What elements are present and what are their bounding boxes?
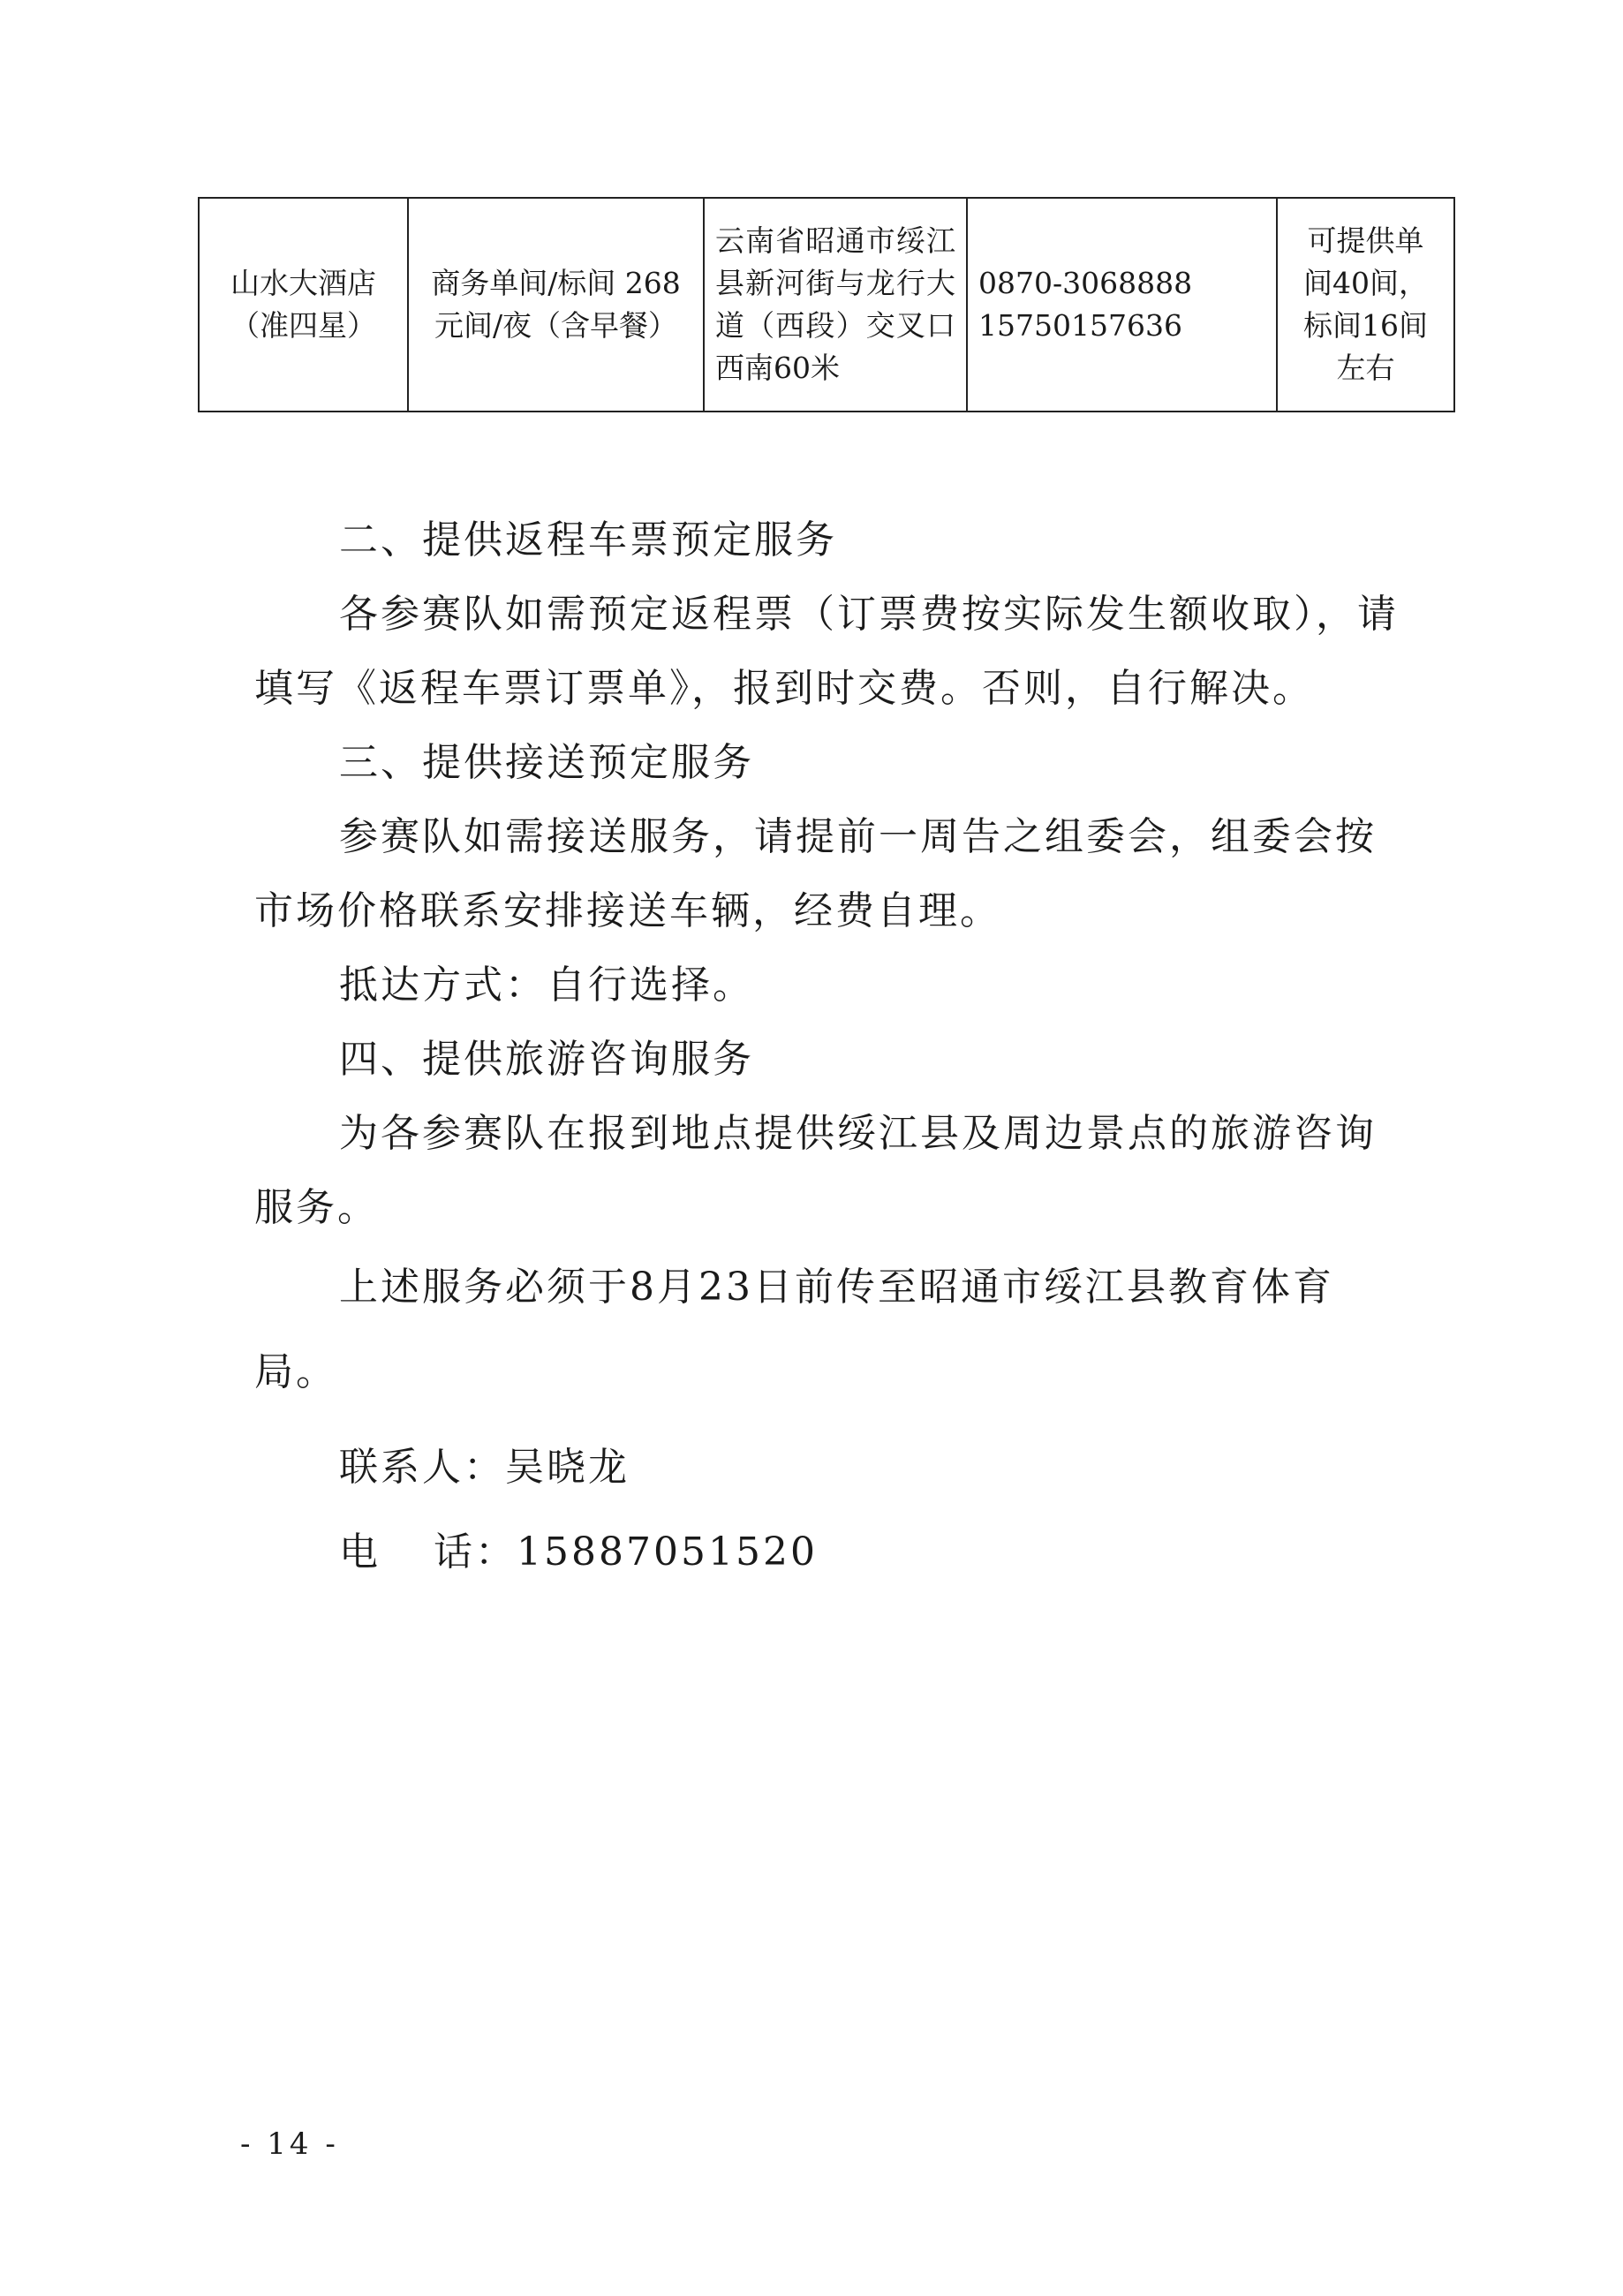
hotel-price: 商务单间/标间 268元间/夜（含早餐） bbox=[431, 266, 681, 343]
section-3-body: 参赛队如需接送服务，请提前一周告之组委会，组委会按市场价格联系安排接送车辆，经费自理。 bbox=[254, 814, 1377, 933]
deadline-paragraph: 上述服务必须于8月23日前传至昭通市绥江县教育体育局。 bbox=[254, 1265, 1334, 1394]
section-3-heading: 三、提供接送预定服务 bbox=[339, 740, 754, 785]
section-4-heading: 四、提供旅游咨询服务 bbox=[339, 1037, 754, 1082]
section-3-arrival: 抵达方式：自行选择。 bbox=[339, 963, 754, 1008]
contact-phone-label-b: 话： bbox=[434, 1529, 517, 1575]
hotel-address-cell bbox=[704, 198, 967, 412]
hotel-phone-2: 15750157636 bbox=[978, 308, 1182, 343]
document-body bbox=[254, 503, 1402, 1595]
section-2-body: 各参赛队如需预定返程票（订票费按实际发生额收取），请填写《返程车票订票单》，报到时交费。否则，自行解决。 bbox=[254, 592, 1399, 711]
hotel-table bbox=[198, 197, 1455, 412]
hotel-name-cell bbox=[199, 198, 408, 412]
section-2-heading: 二、提供返程车票预定服务 bbox=[339, 517, 837, 563]
contact-phone-label-a: 电 bbox=[339, 1529, 381, 1575]
hotel-phone-1: 0870-3068888 bbox=[978, 266, 1193, 300]
contact-person bbox=[254, 1425, 1402, 1510]
table-row bbox=[199, 198, 1454, 412]
section-4-body: 为各参赛队在报到地点提供绥江县及周边景点的旅游咨询服务。 bbox=[254, 1111, 1377, 1230]
hotel-address: 云南省昭通市绥江县新河街与龙行大道（西段）交叉口西南60米 bbox=[715, 223, 955, 385]
hotel-phone-cell bbox=[967, 198, 1277, 412]
hotel-note-line: 可提供单 bbox=[1307, 223, 1424, 258]
contact-phone bbox=[254, 1510, 1402, 1595]
hotel-note-line: 标间16间 bbox=[1303, 308, 1428, 343]
contact-person-name: 吴晓龙 bbox=[505, 1445, 630, 1490]
hotel-price-cell bbox=[408, 198, 704, 412]
hotel-note-line: 左右 bbox=[1336, 351, 1395, 385]
contact-person-label: 联系人： bbox=[339, 1445, 505, 1490]
hotel-note-line: 间40间， bbox=[1303, 266, 1428, 300]
page-number: - 14 - bbox=[240, 2126, 339, 2162]
hotel-name: 山水大酒店（准四星） bbox=[230, 266, 376, 343]
contact-phone-value: 15887051520 bbox=[517, 1529, 818, 1575]
hotel-note-cell bbox=[1277, 198, 1454, 412]
